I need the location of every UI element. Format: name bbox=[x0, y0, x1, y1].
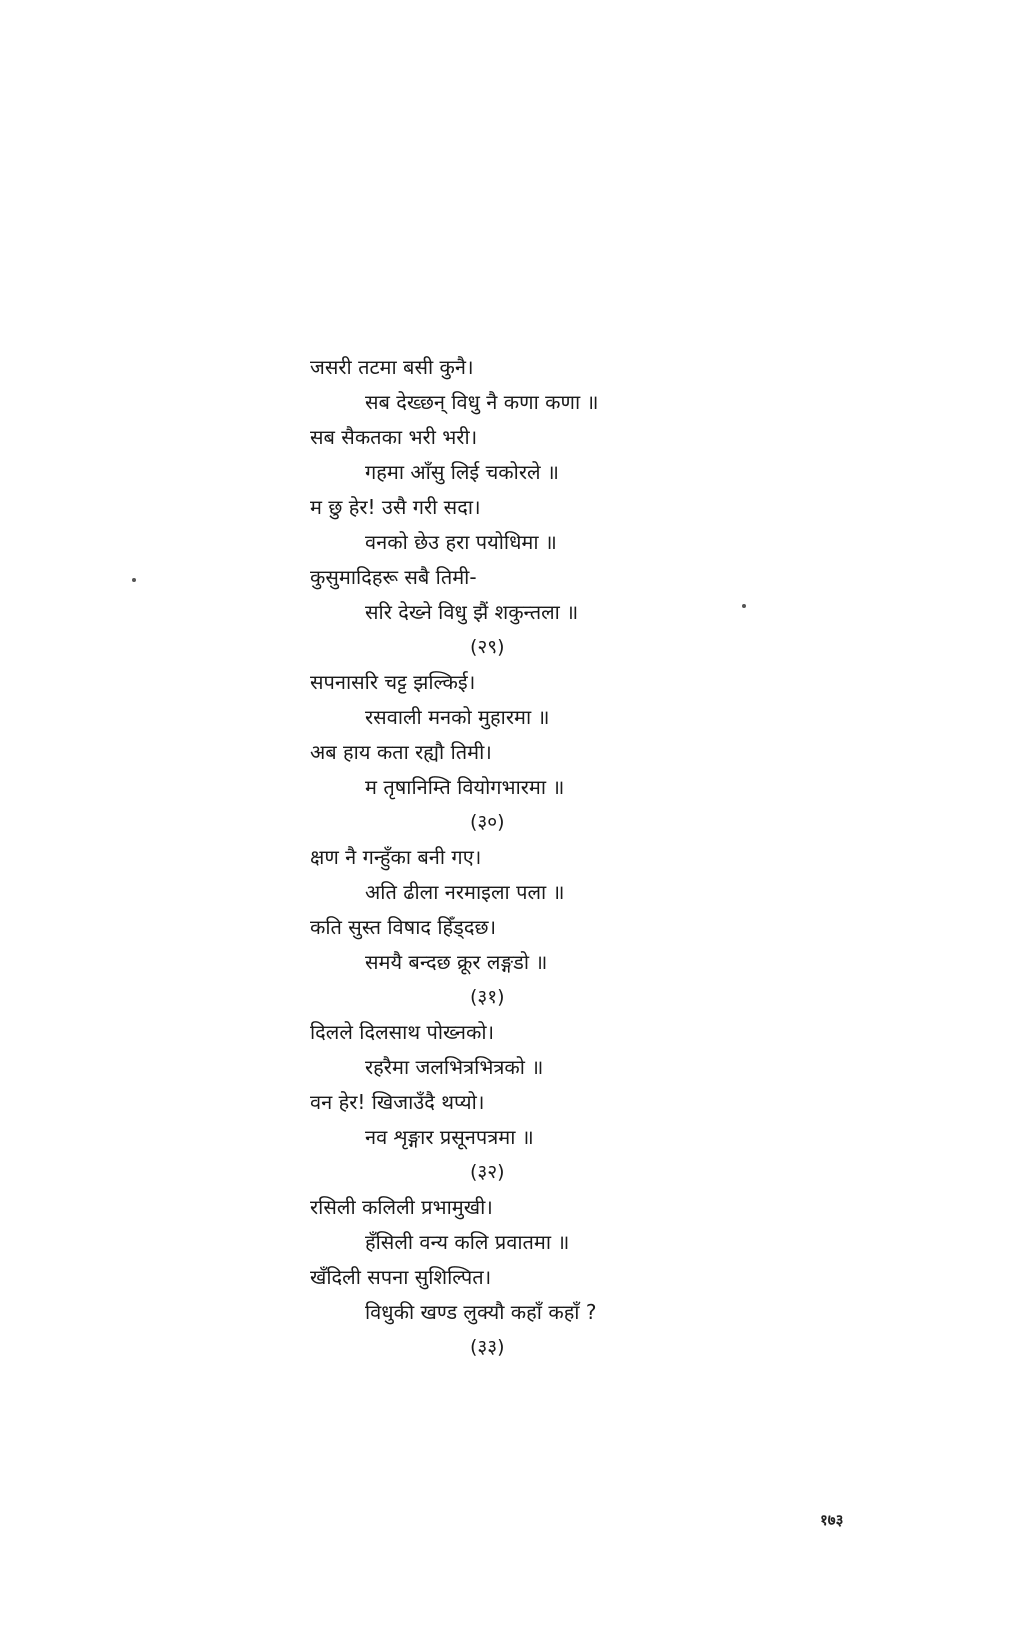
verse-line-indented: हँसिली वन्य कलि प्रवातमा ॥ bbox=[365, 1230, 570, 1254]
print-speck bbox=[742, 604, 746, 608]
stanza-number: (३०) bbox=[470, 811, 505, 833]
verse-line-indented: सब देख्छन् विधु नै कणा कणा ॥ bbox=[365, 390, 599, 414]
verse-line-indented: गहमा आँसु लिई चकोरले ॥ bbox=[365, 460, 559, 484]
verse-line-indented: वनको छेउ हरा पयोधिमा ॥ bbox=[365, 530, 557, 554]
verse-line: कति सुस्त विषाद हिँड्दछ। bbox=[310, 915, 497, 939]
verse-line: खँदिली सपना सुशिल्पित। bbox=[310, 1265, 492, 1289]
verse-line: दिलले दिलसाथ पोख्नको। bbox=[310, 1020, 495, 1044]
verse-line-indented: विधुकी खण्ड लुक्यौ कहाँ कहाँ ? bbox=[365, 1300, 597, 1324]
poem-body bbox=[310, 350, 690, 1365]
stanza-number: (२९) bbox=[470, 636, 505, 658]
verse-line-indented: समयै बन्दछ क्रूर लङ्गडो ॥ bbox=[365, 950, 548, 974]
verse-line: सपनासरि चट्ट झल्किई। bbox=[310, 670, 476, 694]
verse-line-indented: म तृषानिम्ति वियोगभारमा ॥ bbox=[365, 775, 565, 799]
verse-line-indented: नव शृङ्गार प्रसूनपत्रमा ॥ bbox=[365, 1125, 534, 1149]
verse-line: कुसुमादिहरू सबै तिमी- bbox=[310, 565, 477, 589]
verse-line-indented: अति ढीला नरमाइला पला ॥ bbox=[365, 880, 565, 904]
verse-line: अब हाय कता रह्यौ तिमी। bbox=[310, 740, 492, 764]
verse-line-indented: रसवाली मनको मुहारमा ॥ bbox=[365, 705, 550, 729]
verse-line-indented: रहरैमा जलभित्रभित्रको ॥ bbox=[365, 1055, 544, 1079]
stanza-number: (३१) bbox=[470, 986, 505, 1008]
verse-line: सब सैकतका भरी भरी। bbox=[310, 425, 478, 449]
stanza-number: (३३) bbox=[470, 1336, 505, 1358]
stanza-number: (३२) bbox=[470, 1161, 505, 1183]
verse-line: म छु हेर! उसै गरी सदा। bbox=[310, 495, 481, 519]
verse-line: रसिली कलिली प्रभामुखी। bbox=[310, 1195, 493, 1219]
verse-line-indented: सरि देख्ने विधु झैं शकुन्तला ॥ bbox=[365, 600, 579, 624]
verse-line: क्षण नै गन्हुँका बनी गए। bbox=[310, 845, 482, 869]
page-number: १७३ bbox=[820, 1511, 844, 1529]
verse-line: वन हेर! खिजाउँदै थप्यो। bbox=[310, 1090, 485, 1114]
verse-line: जसरी तटमा बसी कुनै। bbox=[310, 355, 474, 379]
print-speck bbox=[132, 578, 136, 582]
